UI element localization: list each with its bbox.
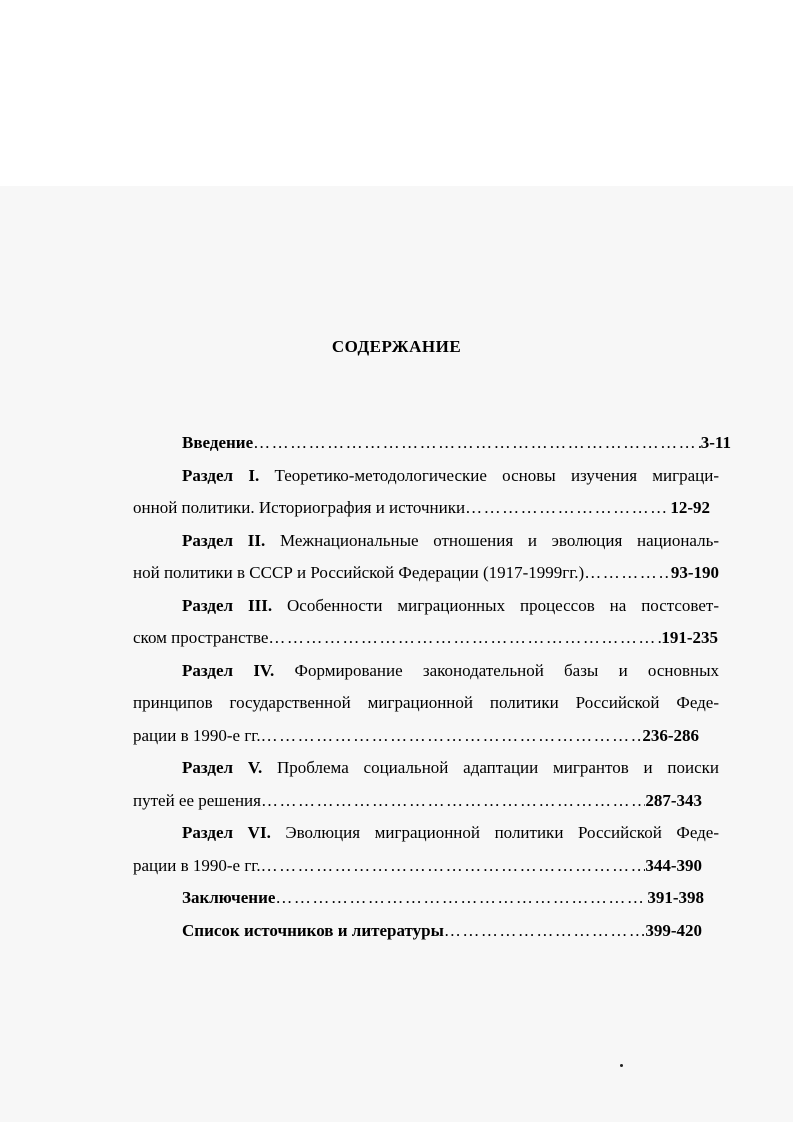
toc-entry-text: Эволюция миграционной политики Российской Феде- [285,823,719,842]
toc-entry-text: путей ее решения [133,790,261,810]
toc-entry-label: Введение [182,433,254,452]
toc-line [133,850,702,883]
toc-entry-section-6[interactable] [133,817,719,882]
toc-page-range: 344-390 [645,855,702,875]
toc-entry-conclusion[interactable] [133,882,719,915]
toc-line [133,492,710,525]
toc-entry-label: Раздел VI. [182,823,271,842]
toc-entry-text: Проблема социальной адаптации мигрантов и поиски [277,758,720,777]
toc-line [133,525,719,558]
toc-entry-label: Раздел III. [182,595,273,615]
leader-dots [268,622,661,655]
leader-dots [261,720,643,753]
toc-entry-text: онной политики. Историография и источники [133,498,466,517]
toc-line [133,817,719,850]
toc-line [133,622,718,655]
leader-dots [444,915,645,948]
toc-entry-label: Заключение [182,888,276,907]
toc-entry-section-3[interactable] [133,590,719,655]
toc-entry-introduction[interactable] [133,427,731,460]
table-of-contents [133,427,731,947]
toc-entry-text: ском пространстве [133,628,269,647]
toc-entry-text: Межнациональные отношения и эволюция националь- [279,530,720,550]
toc-line [133,915,702,948]
leader-dots [261,850,646,883]
toc-page-range: 287-343 [645,790,702,810]
scan-speck [620,1064,623,1067]
toc-entry-section-2[interactable] [133,525,719,590]
toc-line [133,427,731,460]
toc-entry-label: Раздел V. [182,758,263,777]
toc-entry-bibliography[interactable] [133,915,719,948]
toc-entry-text: Формирование законодательной базы и основных [294,660,720,680]
toc-page-range: 12-92 [670,498,710,517]
toc-entry-text: ной политики в СССР и Российской Федерации (1917-1999гг.) [133,563,585,582]
leader-dots [584,557,671,590]
toc-line: принципов государственной миграционной политики Российской Феде- [133,693,719,712]
toc-line [133,655,719,688]
toc-entry-text: рации в 1990-е гг. [133,855,261,875]
toc-line [133,882,704,915]
toc-entry-section-4[interactable] [133,655,719,753]
toc-line [133,720,699,753]
toc-entry-text: Особенности миграционных процессов на постсовет- [287,595,719,615]
leader-dots [465,492,670,525]
toc-line [133,785,702,818]
toc-page-range: 391-398 [647,888,704,907]
toc-entry-label: Раздел I. [182,465,260,485]
toc-line [133,460,719,493]
toc-entry-section-1[interactable] [133,460,719,525]
toc-entry-text: Теоретико-методологические основы изучения миграци- [274,465,720,485]
toc-line [133,557,719,590]
leader-dots [275,882,647,915]
toc-page-range: 191-235 [661,628,718,647]
toc-entry-label: Список источников и литературы [182,920,444,940]
toc-page-range: 93-190 [670,563,719,582]
toc-page-range: 3-11 [700,433,731,452]
leader-dots [253,427,701,460]
toc-entry-label: Раздел IV. [182,660,275,680]
toc-page-range: 399-420 [645,920,702,940]
leader-dots [261,785,645,818]
toc-page-range: 236-286 [642,725,699,745]
toc-line [133,752,719,785]
toc-entry-section-5[interactable] [133,752,719,817]
toc-entry-text: рации в 1990-е гг. [133,725,261,745]
toc-entry-label: Раздел II. [182,530,266,550]
page-title: СОДЕРЖАНИЕ [331,337,462,356]
toc-line [133,590,719,623]
